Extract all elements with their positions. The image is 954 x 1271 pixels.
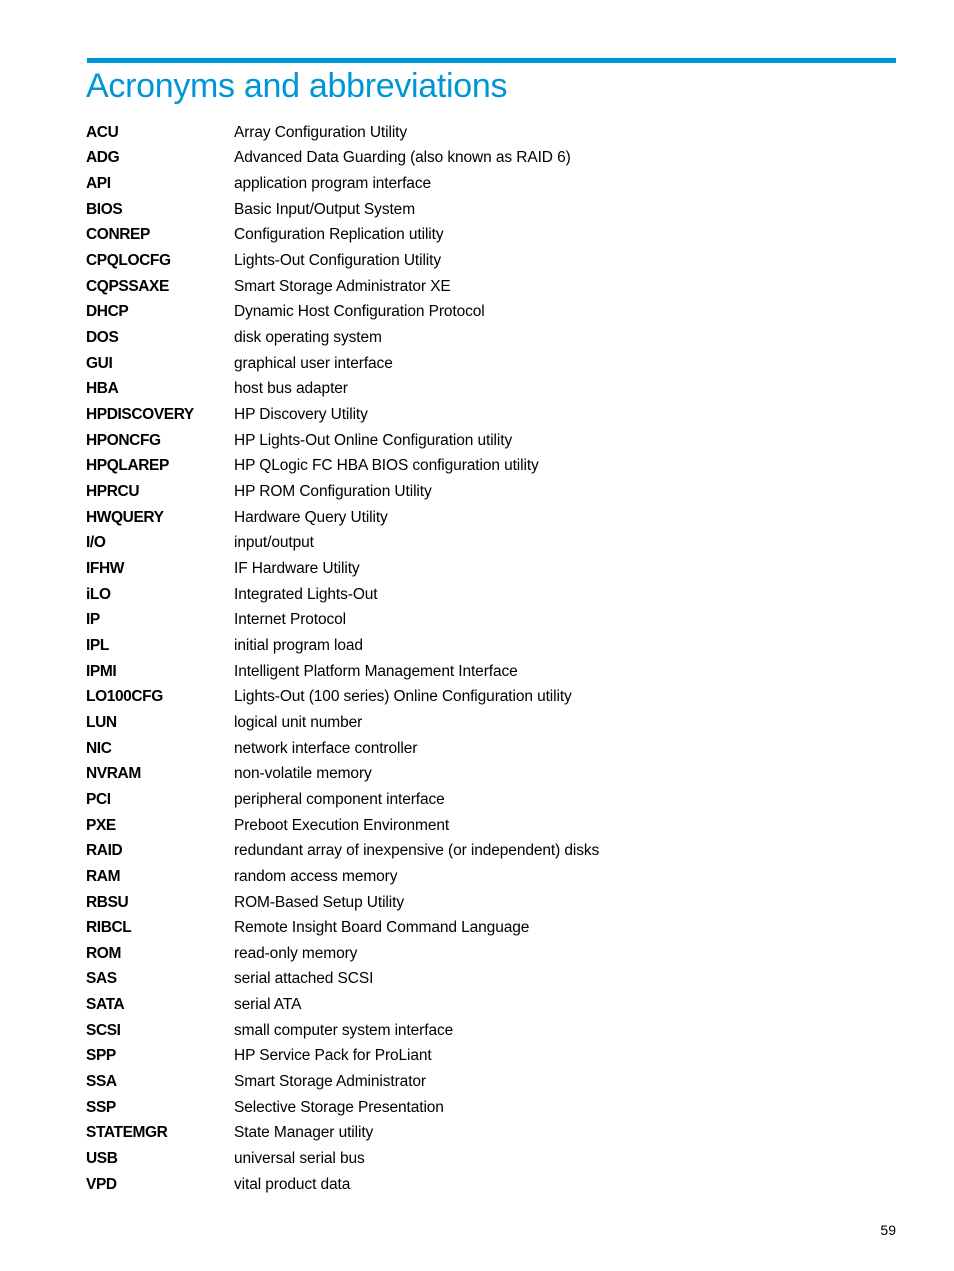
glossary-entry <box>86 659 886 685</box>
glossary-definition: application program interface <box>234 175 431 193</box>
glossary-definition: network interface controller <box>234 739 418 757</box>
glossary-definition: Dynamic Host Configuration Protocol <box>234 303 485 321</box>
glossary-entry <box>86 736 886 762</box>
glossary-term: IPMI <box>86 662 117 680</box>
glossary-term: CQPSSAXE <box>86 277 169 295</box>
glossary-term: DOS <box>86 329 119 347</box>
glossary-term: DHCP <box>86 303 129 321</box>
glossary-entry <box>86 787 886 813</box>
glossary-entry <box>86 761 886 787</box>
glossary-definition: Integrated Lights-Out <box>234 585 378 603</box>
header-rule <box>87 58 896 63</box>
glossary-definition: vital product data <box>234 1175 351 1193</box>
glossary-entry <box>86 1146 886 1172</box>
glossary-term: RIBCL <box>86 919 132 937</box>
glossary-entry <box>86 531 886 557</box>
glossary-entry <box>86 428 886 454</box>
glossary-definition: ROM-Based Setup Utility <box>234 893 404 911</box>
glossary-term: RBSU <box>86 893 129 911</box>
glossary-term: HWQUERY <box>86 508 164 526</box>
glossary-term: BIOS <box>86 200 123 218</box>
glossary-definition: Basic Input/Output System <box>234 200 416 218</box>
glossary-entry <box>86 377 886 403</box>
glossary-definition: read-only memory <box>234 944 358 962</box>
glossary-term: VPD <box>86 1175 117 1193</box>
glossary-entry <box>86 838 886 864</box>
glossary-entry <box>86 171 886 197</box>
glossary-definition: Internet Protocol <box>234 611 347 629</box>
glossary-term: ADG <box>86 149 120 167</box>
glossary-term: iLO <box>86 585 111 603</box>
glossary-term: LO100CFG <box>86 688 163 706</box>
glossary-term: HPDISCOVERY <box>86 406 194 424</box>
glossary-entry <box>86 1018 886 1044</box>
glossary-term: IP <box>86 611 100 629</box>
glossary-entry <box>86 556 886 582</box>
glossary-definition: HP Lights-Out Online Configuration utility <box>234 431 513 449</box>
glossary-entry <box>86 992 886 1018</box>
glossary-entry <box>86 351 886 377</box>
glossary-definition: Array Configuration Utility <box>234 123 408 141</box>
glossary-entry <box>86 479 886 505</box>
glossary-entry <box>86 1069 886 1095</box>
glossary-entry <box>86 197 886 223</box>
glossary-term: CONREP <box>86 226 150 244</box>
glossary-definition: HP Service Pack for ProLiant <box>234 1047 432 1065</box>
glossary-entry <box>86 710 886 736</box>
glossary-definition: universal serial bus <box>234 1150 365 1168</box>
glossary-term: I/O <box>86 534 106 552</box>
glossary-entry <box>86 582 886 608</box>
glossary-definition: serial attached SCSI <box>234 970 374 988</box>
glossary-definition: random access memory <box>234 867 398 885</box>
glossary-term: LUN <box>86 713 117 731</box>
glossary-term: API <box>86 175 111 193</box>
glossary-term: STATEMGR <box>86 1124 168 1142</box>
glossary-term: SSP <box>86 1098 116 1116</box>
glossary-definition: HP ROM Configuration Utility <box>234 483 432 501</box>
page-title: Acronyms and abbreviations <box>86 67 508 105</box>
glossary-term: SAS <box>86 970 117 988</box>
glossary-definition: Lights-Out (100 series) Online Configuration utility <box>234 688 572 706</box>
glossary-entry <box>86 325 886 351</box>
glossary-definition: Advanced Data Guarding (also known as RAID 6) <box>234 149 571 167</box>
glossary-entry <box>86 813 886 839</box>
glossary-term: ROM <box>86 944 121 962</box>
glossary-definition: non-volatile memory <box>234 765 372 783</box>
glossary-term: IPL <box>86 636 109 654</box>
glossary-definition: small computer system interface <box>234 1021 454 1039</box>
glossary-term: NVRAM <box>86 765 141 783</box>
glossary-term: ACU <box>86 123 119 141</box>
glossary-list <box>86 120 886 1198</box>
glossary-definition: Intelligent Platform Management Interface <box>234 662 518 680</box>
glossary-term: SCSI <box>86 1021 121 1039</box>
glossary-entry <box>86 864 886 890</box>
glossary-entry <box>86 223 886 249</box>
glossary-definition: serial ATA <box>234 996 302 1014</box>
glossary-entry <box>86 505 886 531</box>
glossary-entry <box>86 1044 886 1070</box>
glossary-definition: graphical user interface <box>234 354 393 372</box>
glossary-term: USB <box>86 1150 118 1168</box>
glossary-definition: Selective Storage Presentation <box>234 1098 444 1116</box>
glossary-term: HPONCFG <box>86 431 161 449</box>
glossary-definition: Lights-Out Configuration Utility <box>234 252 442 270</box>
glossary-entry <box>86 454 886 480</box>
glossary-definition: Smart Storage Administrator <box>234 1073 426 1091</box>
glossary-definition: input/output <box>234 534 314 552</box>
glossary-entry <box>86 146 886 172</box>
glossary-entry <box>86 633 886 659</box>
glossary-entry <box>86 274 886 300</box>
glossary-definition: initial program load <box>234 636 363 654</box>
glossary-term: SPP <box>86 1047 116 1065</box>
glossary-entry <box>86 248 886 274</box>
glossary-entry <box>86 1172 886 1198</box>
page-number: 59 <box>880 1222 896 1238</box>
glossary-entry <box>86 915 886 941</box>
glossary-definition: Remote Insight Board Command Language <box>234 919 530 937</box>
glossary-term: PXE <box>86 816 116 834</box>
glossary-entry <box>86 684 886 710</box>
glossary-entry <box>86 402 886 428</box>
glossary-term: PCI <box>86 790 111 808</box>
glossary-entry <box>86 607 886 633</box>
glossary-definition: Smart Storage Administrator XE <box>234 277 451 295</box>
glossary-definition: disk operating system <box>234 329 382 347</box>
glossary-term: RAID <box>86 842 123 860</box>
glossary-entry <box>86 941 886 967</box>
glossary-term: IFHW <box>86 559 124 577</box>
glossary-definition: host bus adapter <box>234 380 348 398</box>
glossary-definition: logical unit number <box>234 713 363 731</box>
glossary-term: CPQLOCFG <box>86 252 171 270</box>
glossary-definition: peripheral component interface <box>234 790 445 808</box>
glossary-entry <box>86 300 886 326</box>
glossary-definition: Hardware Query Utility <box>234 508 388 526</box>
glossary-definition: HP Discovery Utility <box>234 406 368 424</box>
glossary-term: SSA <box>86 1073 117 1091</box>
glossary-definition: Preboot Execution Environment <box>234 816 450 834</box>
glossary-term: SATA <box>86 996 125 1014</box>
glossary-term: GUI <box>86 354 113 372</box>
glossary-term: RAM <box>86 867 121 885</box>
glossary-definition: IF Hardware Utility <box>234 559 360 577</box>
glossary-entry <box>86 120 886 146</box>
glossary-definition: Configuration Replication utility <box>234 226 444 244</box>
glossary-term: HPQLAREP <box>86 457 169 475</box>
glossary-entry <box>86 967 886 993</box>
glossary-definition: HP QLogic FC HBA BIOS configuration utility <box>234 457 539 475</box>
glossary-entry <box>86 890 886 916</box>
glossary-term: NIC <box>86 739 112 757</box>
glossary-entry <box>86 1095 886 1121</box>
glossary-term: HPRCU <box>86 483 140 501</box>
glossary-definition: redundant array of inexpensive (or independent) disks <box>234 842 600 860</box>
glossary-entry <box>86 1121 886 1147</box>
glossary-definition: State Manager utility <box>234 1124 374 1142</box>
glossary-term: HBA <box>86 380 119 398</box>
